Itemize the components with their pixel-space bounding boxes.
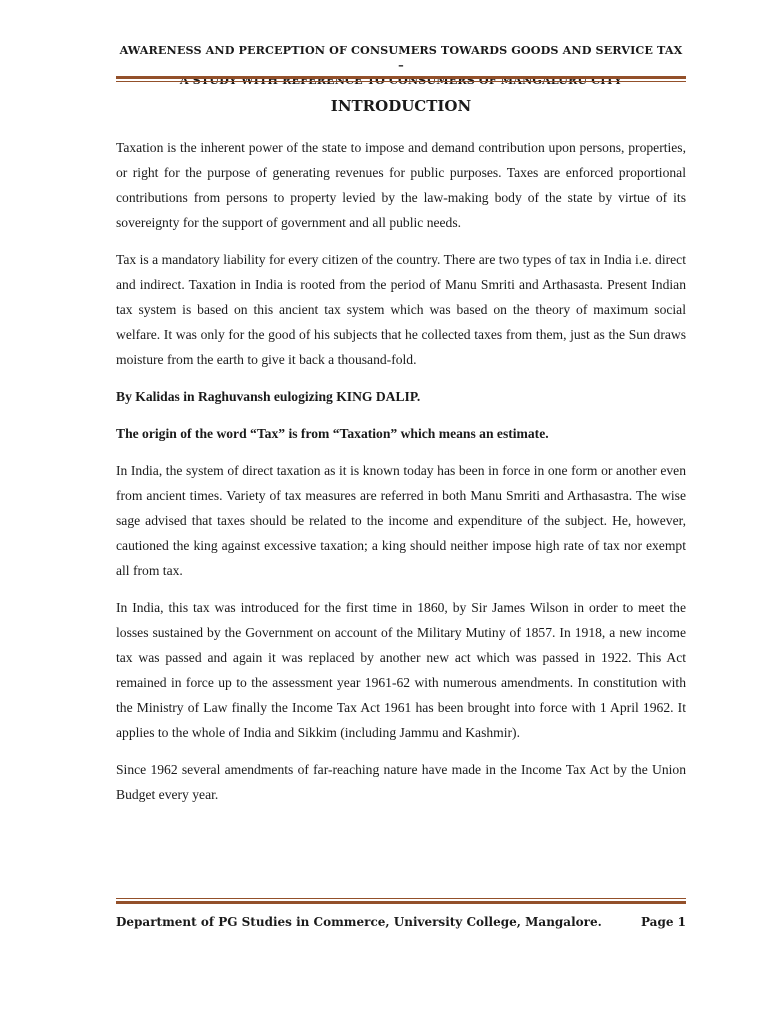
- body-text: [116, 135, 686, 819]
- footer-divider-thick: [116, 901, 686, 904]
- quote-attribution: By Kalidas in Raghuvansh eulogizing KING DALIP.: [116, 389, 421, 404]
- word-origin-note: The origin of the word “Tax” is from “Taxation” which means an estimate.: [116, 426, 549, 441]
- header-line-1: AWARENESS AND PERCEPTION OF CONSUMERS TOWARDS GOODS AND SERVICE TAX –: [119, 43, 683, 72]
- header-line-2: A STUDY WITH REFERENCE TO CONSUMERS OF MANGALURU CITY: [179, 73, 623, 87]
- paragraph-income-tax-introduction: In India, this tax was introduced for the first time in 1860, by Sir James Wilson in order to meet the losses sustained by the Government on account of the Military Mutiny of 1857. In 1918, a new income tax was passed and again it was replaced by another new act which was passed in 1922. This Act remained in force up to the assessment year 1961-62 with numerous amendments. In constitution with the Ministry of Law finally the Income Tax Act 1961 has been brought into force with 1 April 1962. It applies to the whole of India and Sikkim (including Jammu and Kashmir).: [116, 600, 686, 740]
- paragraph-taxation-definition: Taxation is the inherent power of the state to impose and demand contribution upon persons, properties, or right for the purpose of generating revenues for public purposes. Taxes are enforced proportional contributions from persons to property levied by the law-making body of the state by virtue of its sovereignty for the support of government and all public needs.: [116, 140, 686, 230]
- header-divider-thin: [116, 81, 686, 82]
- running-footer: [116, 915, 686, 929]
- page-number: Page 1: [640, 915, 686, 929]
- paragraph-amendments: Since 1962 several amendments of far-reaching nature have made in the Income Tax Act by the Union Budget every year.: [116, 762, 686, 802]
- footer-department: Department of PG Studies in Commerce, University College, Mangalore.: [116, 915, 602, 929]
- paragraph-direct-taxation-history: In India, the system of direct taxation as it is known today has been in force in one form or another even from ancient times. Variety of tax measures are referred in both Manu Smriti and Arthasastra. The wise sage advised that taxes should be related to the income and expenditure of the subject. He, however, cautioned the king against excessive taxation; a king should neither impose high rate of tax nor exempt all from tax.: [116, 463, 686, 578]
- section-title: INTRODUCTION: [330, 97, 472, 115]
- paragraph-tax-liability: Tax is a mandatory liability for every citizen of the country. There are two types of tax in India i.e. direct and indirect. Taxation in India is rooted from the period of Manu Smriti and Arthasasta. Present Indian tax system is based on this ancient tax system which was based on the theory of maximum social welfare. It was only for the good of his subjects that he collected taxes from them, just as the Sun draws moisture from the earth to give it back a thousand-fold.: [116, 252, 686, 367]
- header-divider-thick: [116, 76, 686, 79]
- footer-divider-thin: [116, 898, 686, 899]
